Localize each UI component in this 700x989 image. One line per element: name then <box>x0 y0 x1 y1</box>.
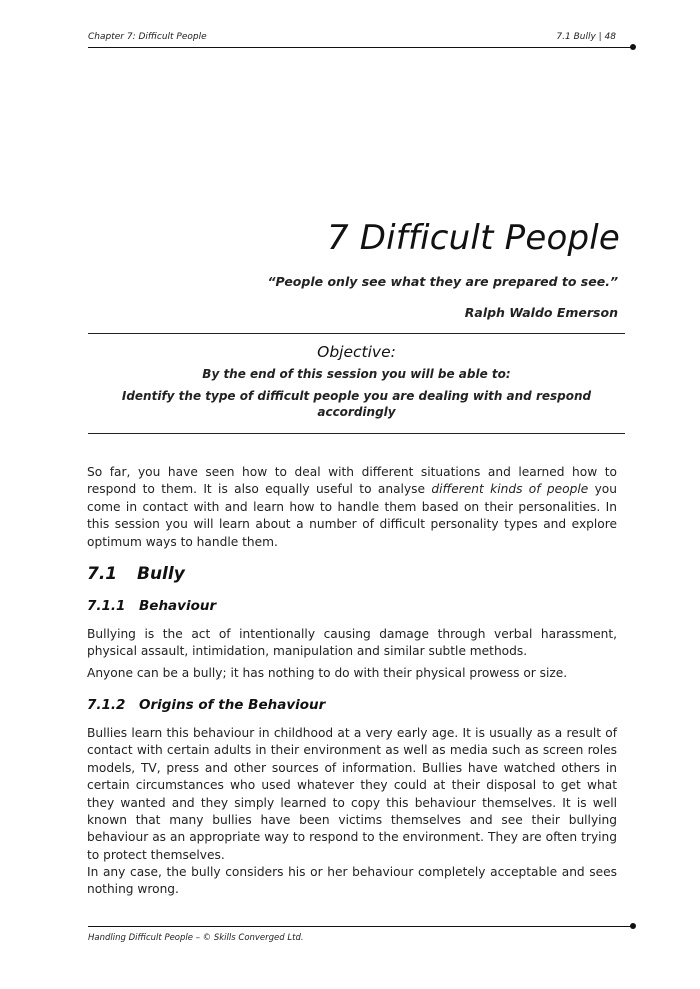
objective-intro: By the end of this session you will be able to: <box>202 367 511 381</box>
subsection-heading-behaviour <box>87 598 216 614</box>
header-chapter-label: Chapter 7: Difficult People <box>88 32 207 42</box>
behaviour-paragraph-1: Bullying is the act of intentionally causing damage through verbal harassment, physical assault, intimidation, manipulation and similar subtle methods. <box>87 627 617 659</box>
subsection-title: Origins of the Behaviour <box>139 697 326 713</box>
footer-rule <box>88 926 632 927</box>
subsection-title: Behaviour <box>139 598 217 614</box>
quote-author: Ralph Waldo Emerson <box>464 305 618 320</box>
subsection-number: 7.1.1 <box>87 598 126 614</box>
intro-text-end: you come in contact with and learn how to handle them based on their personalities. In this session you will learn about a number of difficult personality types and explore optimum ways to handle them. <box>87 482 617 549</box>
origins-paragraph-1: Bullies learn this behaviour in childhood at a very early age. It is usually as a result of contact with certain adults in their environment as well as media such as screen roles models, TV, press and other sources of information. Bullies have watched others in certain circumstances who used whatever they could at their disposal to get what they wanted and they simply learned to copy this behaviour themselves. It is well known that many bullies have been victims themselves and see their bullying behaviour as an appropriate way to respond to the environment. They are often trying to protect themselves. <box>87 726 617 862</box>
objective-title: Objective: <box>317 343 396 361</box>
footer-copyright: Handling Difficult People – © Skills Converged Ltd. <box>88 933 304 943</box>
section-heading <box>87 564 185 584</box>
header-rule <box>88 47 632 48</box>
footer-rule-dot <box>630 923 636 929</box>
subsection-heading-origins <box>87 697 325 713</box>
intro-emphasis: different kinds of people <box>431 482 589 497</box>
subsection-number: 7.1.2 <box>87 697 126 713</box>
objective-goal: Identify the type of difficult people you are dealing with and respond accordingly <box>121 389 592 419</box>
section-number: 7.1 <box>87 564 118 584</box>
intro-text-start: So far, you have seen how to deal with different situations and learned how to respond to them. It is also equally useful to analyse <box>87 465 617 497</box>
chapter-title: 7 Difficult People <box>326 218 620 258</box>
origins-paragraph-2: In any case, the bully considers his or her behaviour completely acceptable and sees nothing wrong. <box>87 865 617 897</box>
section-title: Bully <box>137 564 185 584</box>
behaviour-paragraph-2: Anyone can be a bully; it has nothing to do with their physical prowess or size. <box>87 666 568 680</box>
objective-box <box>88 333 625 434</box>
running-header <box>88 30 628 46</box>
header-page-label: 7.1 Bully | 48 <box>556 32 616 42</box>
chapter-quote: “People only see what they are prepared to see.” <box>267 274 618 289</box>
header-rule-dot <box>630 44 636 50</box>
intro-paragraph <box>87 464 617 551</box>
